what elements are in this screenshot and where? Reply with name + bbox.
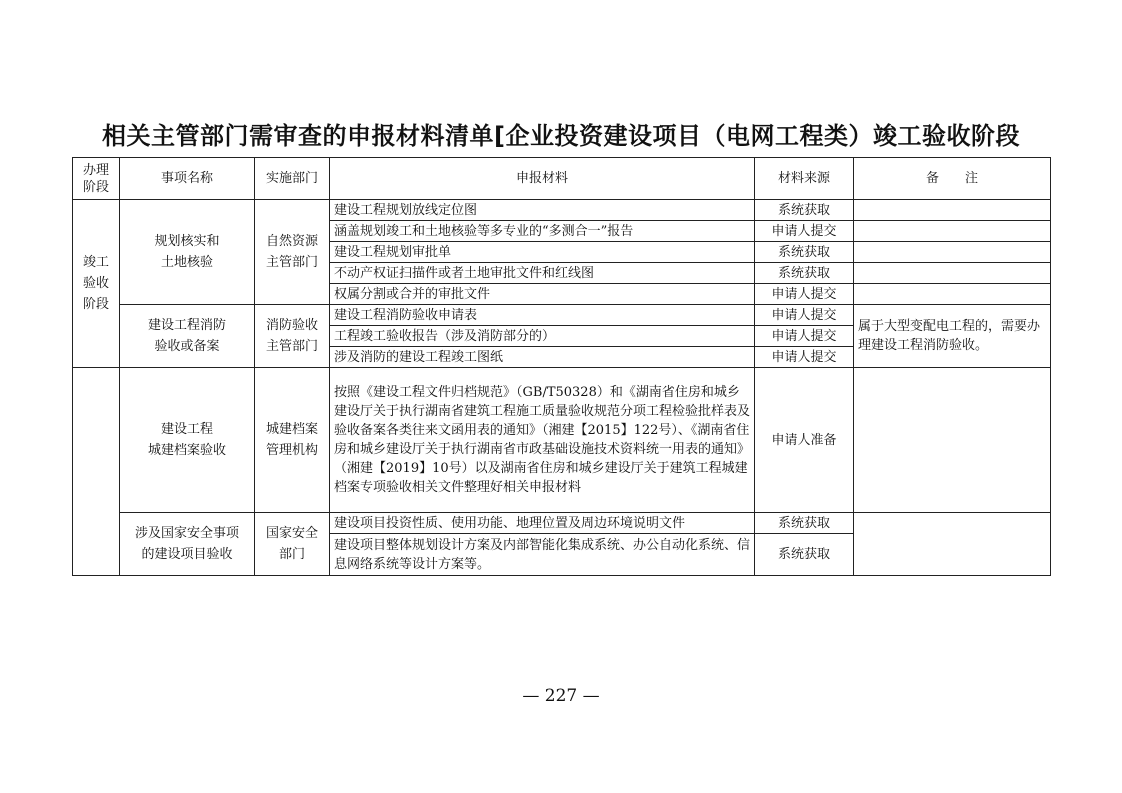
page-number: — 227 — (522, 686, 600, 706)
item-cell: 建设工程消防 验收或备案 (120, 305, 255, 368)
note-cell (854, 284, 1051, 305)
header-dept: 实施部门 (255, 158, 330, 200)
table-header-row (73, 158, 1051, 200)
material-cell: 建设工程规划放线定位图 (330, 200, 755, 221)
source-cell: 申请人提交 (755, 347, 854, 368)
item-cell: 规划核实和 土地核验 (120, 200, 255, 305)
note-cell (854, 513, 1051, 576)
material-cell: 权属分割或合并的审批文件 (330, 284, 755, 305)
table-row (73, 368, 1051, 513)
table-row (73, 200, 1051, 221)
source-cell: 申请人提交 (755, 221, 854, 242)
note-cell (854, 200, 1051, 221)
table-row (73, 305, 1051, 326)
note-cell (854, 368, 1051, 513)
source-cell: 系统获取 (755, 534, 854, 576)
source-cell: 系统获取 (755, 263, 854, 284)
material-cell: 按照《建设工程文件归档规范》（GB/T50328）和《湖南省住房和城乡建设厅关于执行湖南省建筑工程施工质量验收规范分项工程检验批样表及验收备案各类往来文函用表的通知》（湘建【2015】122号）、《湖南省住房和城乡建设厅关于执行湖南省市政基础设施技术资料统一用表的通知》（湘建【2019】10号）以及湖南省住房和城乡建设厅关于建筑工程城建档案专项验收相关文件整理好相关申报材料 (330, 368, 755, 513)
material-cell: 涉及消防的建设工程竣工图纸 (330, 347, 755, 368)
stage-cell-empty (73, 368, 120, 576)
source-cell: 申请人准备 (755, 368, 854, 513)
source-cell: 系统获取 (755, 513, 854, 534)
dept-cell: 城建档案 管理机构 (255, 368, 330, 513)
note-cell (854, 263, 1051, 284)
dept-cell: 消防验收 主管部门 (255, 305, 330, 368)
material-cell: 建设工程规划审批单 (330, 242, 755, 263)
material-cell: 不动产权证扫描件或者土地审批文件和红线图 (330, 263, 755, 284)
header-source: 材料来源 (755, 158, 854, 200)
header-stage: 办理 阶段 (73, 158, 120, 200)
dept-cell: 自然资源 主管部门 (255, 200, 330, 305)
material-cell: 涵盖规划竣工和土地核验等多专业的“多测合一”报告 (330, 221, 755, 242)
note-cell (854, 242, 1051, 263)
header-note: 备 注 (854, 158, 1051, 200)
source-cell: 申请人提交 (755, 305, 854, 326)
item-cell: 涉及国家安全事项 的建设项目验收 (120, 513, 255, 576)
material-cell: 建设项目整体规划设计方案及内部智能化集成系统、办公自动化系统、信息网络系统等设计方案等。 (330, 534, 755, 576)
source-cell: 申请人提交 (755, 284, 854, 305)
source-cell: 系统获取 (755, 200, 854, 221)
material-cell: 工程竣工验收报告（涉及消防部分的） (330, 326, 755, 347)
note-cell (854, 221, 1051, 242)
source-cell: 系统获取 (755, 242, 854, 263)
stage-cell: 竣工 验收 阶段 (73, 200, 120, 368)
note-cell: 属于大型变配电工程的，需要办理建设工程消防验收。 (854, 305, 1051, 368)
header-item: 事项名称 (120, 158, 255, 200)
page-title: 相关主管部门需审查的申报材料清单[企业投资建设项目（电网工程类）竣工验收阶段 (102, 122, 1020, 150)
material-cell: 建设工程消防验收申请表 (330, 305, 755, 326)
source-cell: 申请人提交 (755, 326, 854, 347)
header-material: 申报材料 (330, 158, 755, 200)
materials-table (72, 157, 1051, 576)
material-cell: 建设项目投资性质、使用功能、地理位置及周边环境说明文件 (330, 513, 755, 534)
table-row (73, 513, 1051, 534)
dept-cell: 国家安全 部门 (255, 513, 330, 576)
item-cell: 建设工程 城建档案验收 (120, 368, 255, 513)
